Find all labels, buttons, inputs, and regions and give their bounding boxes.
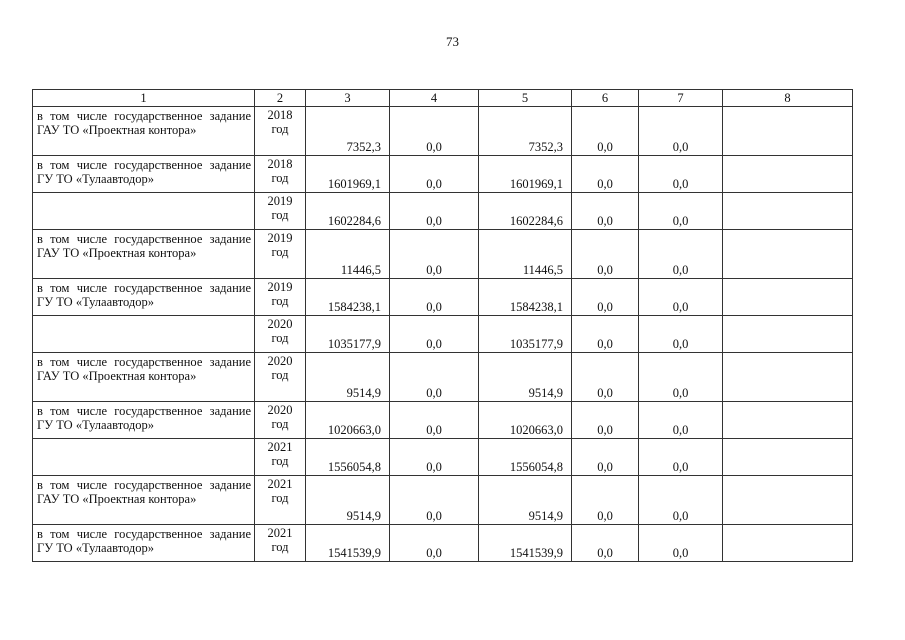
cell-col8 bbox=[723, 156, 853, 193]
cell-col6: 0,0 bbox=[572, 230, 639, 279]
row-year bbox=[255, 230, 306, 279]
cell-col7: 0,0 bbox=[639, 316, 723, 353]
year-unit: год bbox=[271, 245, 289, 259]
column-header: 8 bbox=[723, 90, 853, 107]
cell-col6: 0,0 bbox=[572, 525, 639, 562]
row-description: в том числе государственное задание ГАУ ТО «Проектная конторa» bbox=[33, 107, 255, 156]
row-year bbox=[255, 439, 306, 476]
cell-col4: 0,0 bbox=[390, 107, 479, 156]
row-description bbox=[33, 193, 255, 230]
cell-col8 bbox=[723, 193, 853, 230]
row-description: в том числе государственное задание ГАУ ТО «Проектная конторa» bbox=[33, 353, 255, 402]
column-header: 3 bbox=[306, 90, 390, 107]
row-year bbox=[255, 525, 306, 562]
year-unit: год bbox=[271, 294, 289, 308]
table-row bbox=[33, 279, 853, 316]
cell-col4: 0,0 bbox=[390, 156, 479, 193]
year-unit: год bbox=[271, 540, 289, 554]
cell-col7: 0,0 bbox=[639, 353, 723, 402]
cell-col4: 0,0 bbox=[390, 439, 479, 476]
cell-col5: 1601969,1 bbox=[479, 156, 572, 193]
column-header: 6 bbox=[572, 90, 639, 107]
cell-col7: 0,0 bbox=[639, 476, 723, 525]
year-value: 2018 bbox=[267, 157, 293, 171]
cell-col5: 1541539,9 bbox=[479, 525, 572, 562]
table-row bbox=[33, 476, 853, 525]
cell-col7: 0,0 bbox=[639, 156, 723, 193]
cell-col8 bbox=[723, 353, 853, 402]
table-row bbox=[33, 156, 853, 193]
cell-col4: 0,0 bbox=[390, 193, 479, 230]
table-row bbox=[33, 439, 853, 476]
year-unit: год bbox=[271, 171, 289, 185]
row-year bbox=[255, 279, 306, 316]
year-unit: год bbox=[271, 491, 289, 505]
cell-col3: 9514,9 bbox=[306, 353, 390, 402]
year-value: 2019 bbox=[267, 194, 293, 208]
table-row bbox=[33, 402, 853, 439]
row-description: в том числе государственное задание ГУ ТО «Тулаавтодор» bbox=[33, 156, 255, 193]
row-description: в том числе государственное задание ГАУ ТО «Проектная конторa» bbox=[33, 476, 255, 525]
cell-col3: 1035177,9 bbox=[306, 316, 390, 353]
row-description: в том числе государственное задание ГУ ТО «Тулаавтодор» bbox=[33, 402, 255, 439]
cell-col6: 0,0 bbox=[572, 193, 639, 230]
cell-col4: 0,0 bbox=[390, 279, 479, 316]
cell-col6: 0,0 bbox=[572, 439, 639, 476]
cell-col3: 1020663,0 bbox=[306, 402, 390, 439]
row-year bbox=[255, 107, 306, 156]
cell-col4: 0,0 bbox=[390, 353, 479, 402]
year-value: 2018 bbox=[267, 108, 293, 122]
row-year bbox=[255, 156, 306, 193]
year-value: 2020 bbox=[267, 317, 293, 331]
cell-col4: 0,0 bbox=[390, 476, 479, 525]
cell-col8 bbox=[723, 279, 853, 316]
cell-col5: 9514,9 bbox=[479, 476, 572, 525]
cell-col8 bbox=[723, 476, 853, 525]
table-row bbox=[33, 193, 853, 230]
cell-col3: 1602284,6 bbox=[306, 193, 390, 230]
year-value: 2020 bbox=[267, 354, 293, 368]
row-year bbox=[255, 316, 306, 353]
budget-table bbox=[32, 89, 853, 562]
cell-col6: 0,0 bbox=[572, 402, 639, 439]
cell-col3: 1584238,1 bbox=[306, 279, 390, 316]
row-description: в том числе государственное задание ГУ ТО «Тулаавтодор» bbox=[33, 525, 255, 562]
row-description bbox=[33, 316, 255, 353]
cell-col5: 1035177,9 bbox=[479, 316, 572, 353]
year-value: 2019 bbox=[267, 280, 293, 294]
cell-col4: 0,0 bbox=[390, 316, 479, 353]
header-row bbox=[33, 90, 853, 107]
year-value: 2021 bbox=[267, 440, 293, 454]
year-unit: год bbox=[271, 417, 289, 431]
cell-col4: 0,0 bbox=[390, 230, 479, 279]
cell-col3: 1601969,1 bbox=[306, 156, 390, 193]
cell-col5: 9514,9 bbox=[479, 353, 572, 402]
cell-col5: 7352,3 bbox=[479, 107, 572, 156]
year-value: 2019 bbox=[267, 231, 293, 245]
row-year bbox=[255, 476, 306, 525]
cell-col3: 1556054,8 bbox=[306, 439, 390, 476]
table-row bbox=[33, 316, 853, 353]
row-year bbox=[255, 402, 306, 439]
cell-col8 bbox=[723, 230, 853, 279]
cell-col5: 1602284,6 bbox=[479, 193, 572, 230]
year-unit: год bbox=[271, 368, 289, 382]
cell-col6: 0,0 bbox=[572, 316, 639, 353]
year-value: 2020 bbox=[267, 403, 293, 417]
cell-col6: 0,0 bbox=[572, 156, 639, 193]
year-unit: год bbox=[271, 331, 289, 345]
cell-col3: 7352,3 bbox=[306, 107, 390, 156]
year-value: 2021 bbox=[267, 477, 293, 491]
table-row bbox=[33, 230, 853, 279]
cell-col6: 0,0 bbox=[572, 107, 639, 156]
table-row bbox=[33, 353, 853, 402]
column-header: 5 bbox=[479, 90, 572, 107]
column-header: 7 bbox=[639, 90, 723, 107]
cell-col7: 0,0 bbox=[639, 193, 723, 230]
cell-col8 bbox=[723, 402, 853, 439]
cell-col4: 0,0 bbox=[390, 402, 479, 439]
cell-col8 bbox=[723, 316, 853, 353]
row-description bbox=[33, 439, 255, 476]
cell-col7: 0,0 bbox=[639, 230, 723, 279]
year-unit: год bbox=[271, 208, 289, 222]
year-unit: год bbox=[271, 454, 289, 468]
cell-col5: 1584238,1 bbox=[479, 279, 572, 316]
row-description: в том числе государственное задание ГУ ТО «Тулаавтодор» bbox=[33, 279, 255, 316]
cell-col7: 0,0 bbox=[639, 107, 723, 156]
row-year bbox=[255, 353, 306, 402]
cell-col7: 0,0 bbox=[639, 525, 723, 562]
cell-col3: 9514,9 bbox=[306, 476, 390, 525]
cell-col3: 1541539,9 bbox=[306, 525, 390, 562]
cell-col5: 11446,5 bbox=[479, 230, 572, 279]
cell-col8 bbox=[723, 439, 853, 476]
year-unit: год bbox=[271, 122, 289, 136]
cell-col5: 1020663,0 bbox=[479, 402, 572, 439]
page-number: 73 bbox=[446, 34, 459, 49]
cell-col7: 0,0 bbox=[639, 402, 723, 439]
cell-col6: 0,0 bbox=[572, 476, 639, 525]
cell-col7: 0,0 bbox=[639, 439, 723, 476]
cell-col8 bbox=[723, 525, 853, 562]
cell-col6: 0,0 bbox=[572, 279, 639, 316]
year-value: 2021 bbox=[267, 526, 293, 540]
table-row bbox=[33, 525, 853, 562]
cell-col3: 11446,5 bbox=[306, 230, 390, 279]
cell-col5: 1556054,8 bbox=[479, 439, 572, 476]
table-row bbox=[33, 107, 853, 156]
column-header: 4 bbox=[390, 90, 479, 107]
row-year bbox=[255, 193, 306, 230]
cell-col7: 0,0 bbox=[639, 279, 723, 316]
cell-col8 bbox=[723, 107, 853, 156]
cell-col6: 0,0 bbox=[572, 353, 639, 402]
row-description: в том числе государственное задание ГАУ ТО «Проектная конторa» bbox=[33, 230, 255, 279]
column-header: 2 bbox=[255, 90, 306, 107]
column-header: 1 bbox=[33, 90, 255, 107]
cell-col4: 0,0 bbox=[390, 525, 479, 562]
